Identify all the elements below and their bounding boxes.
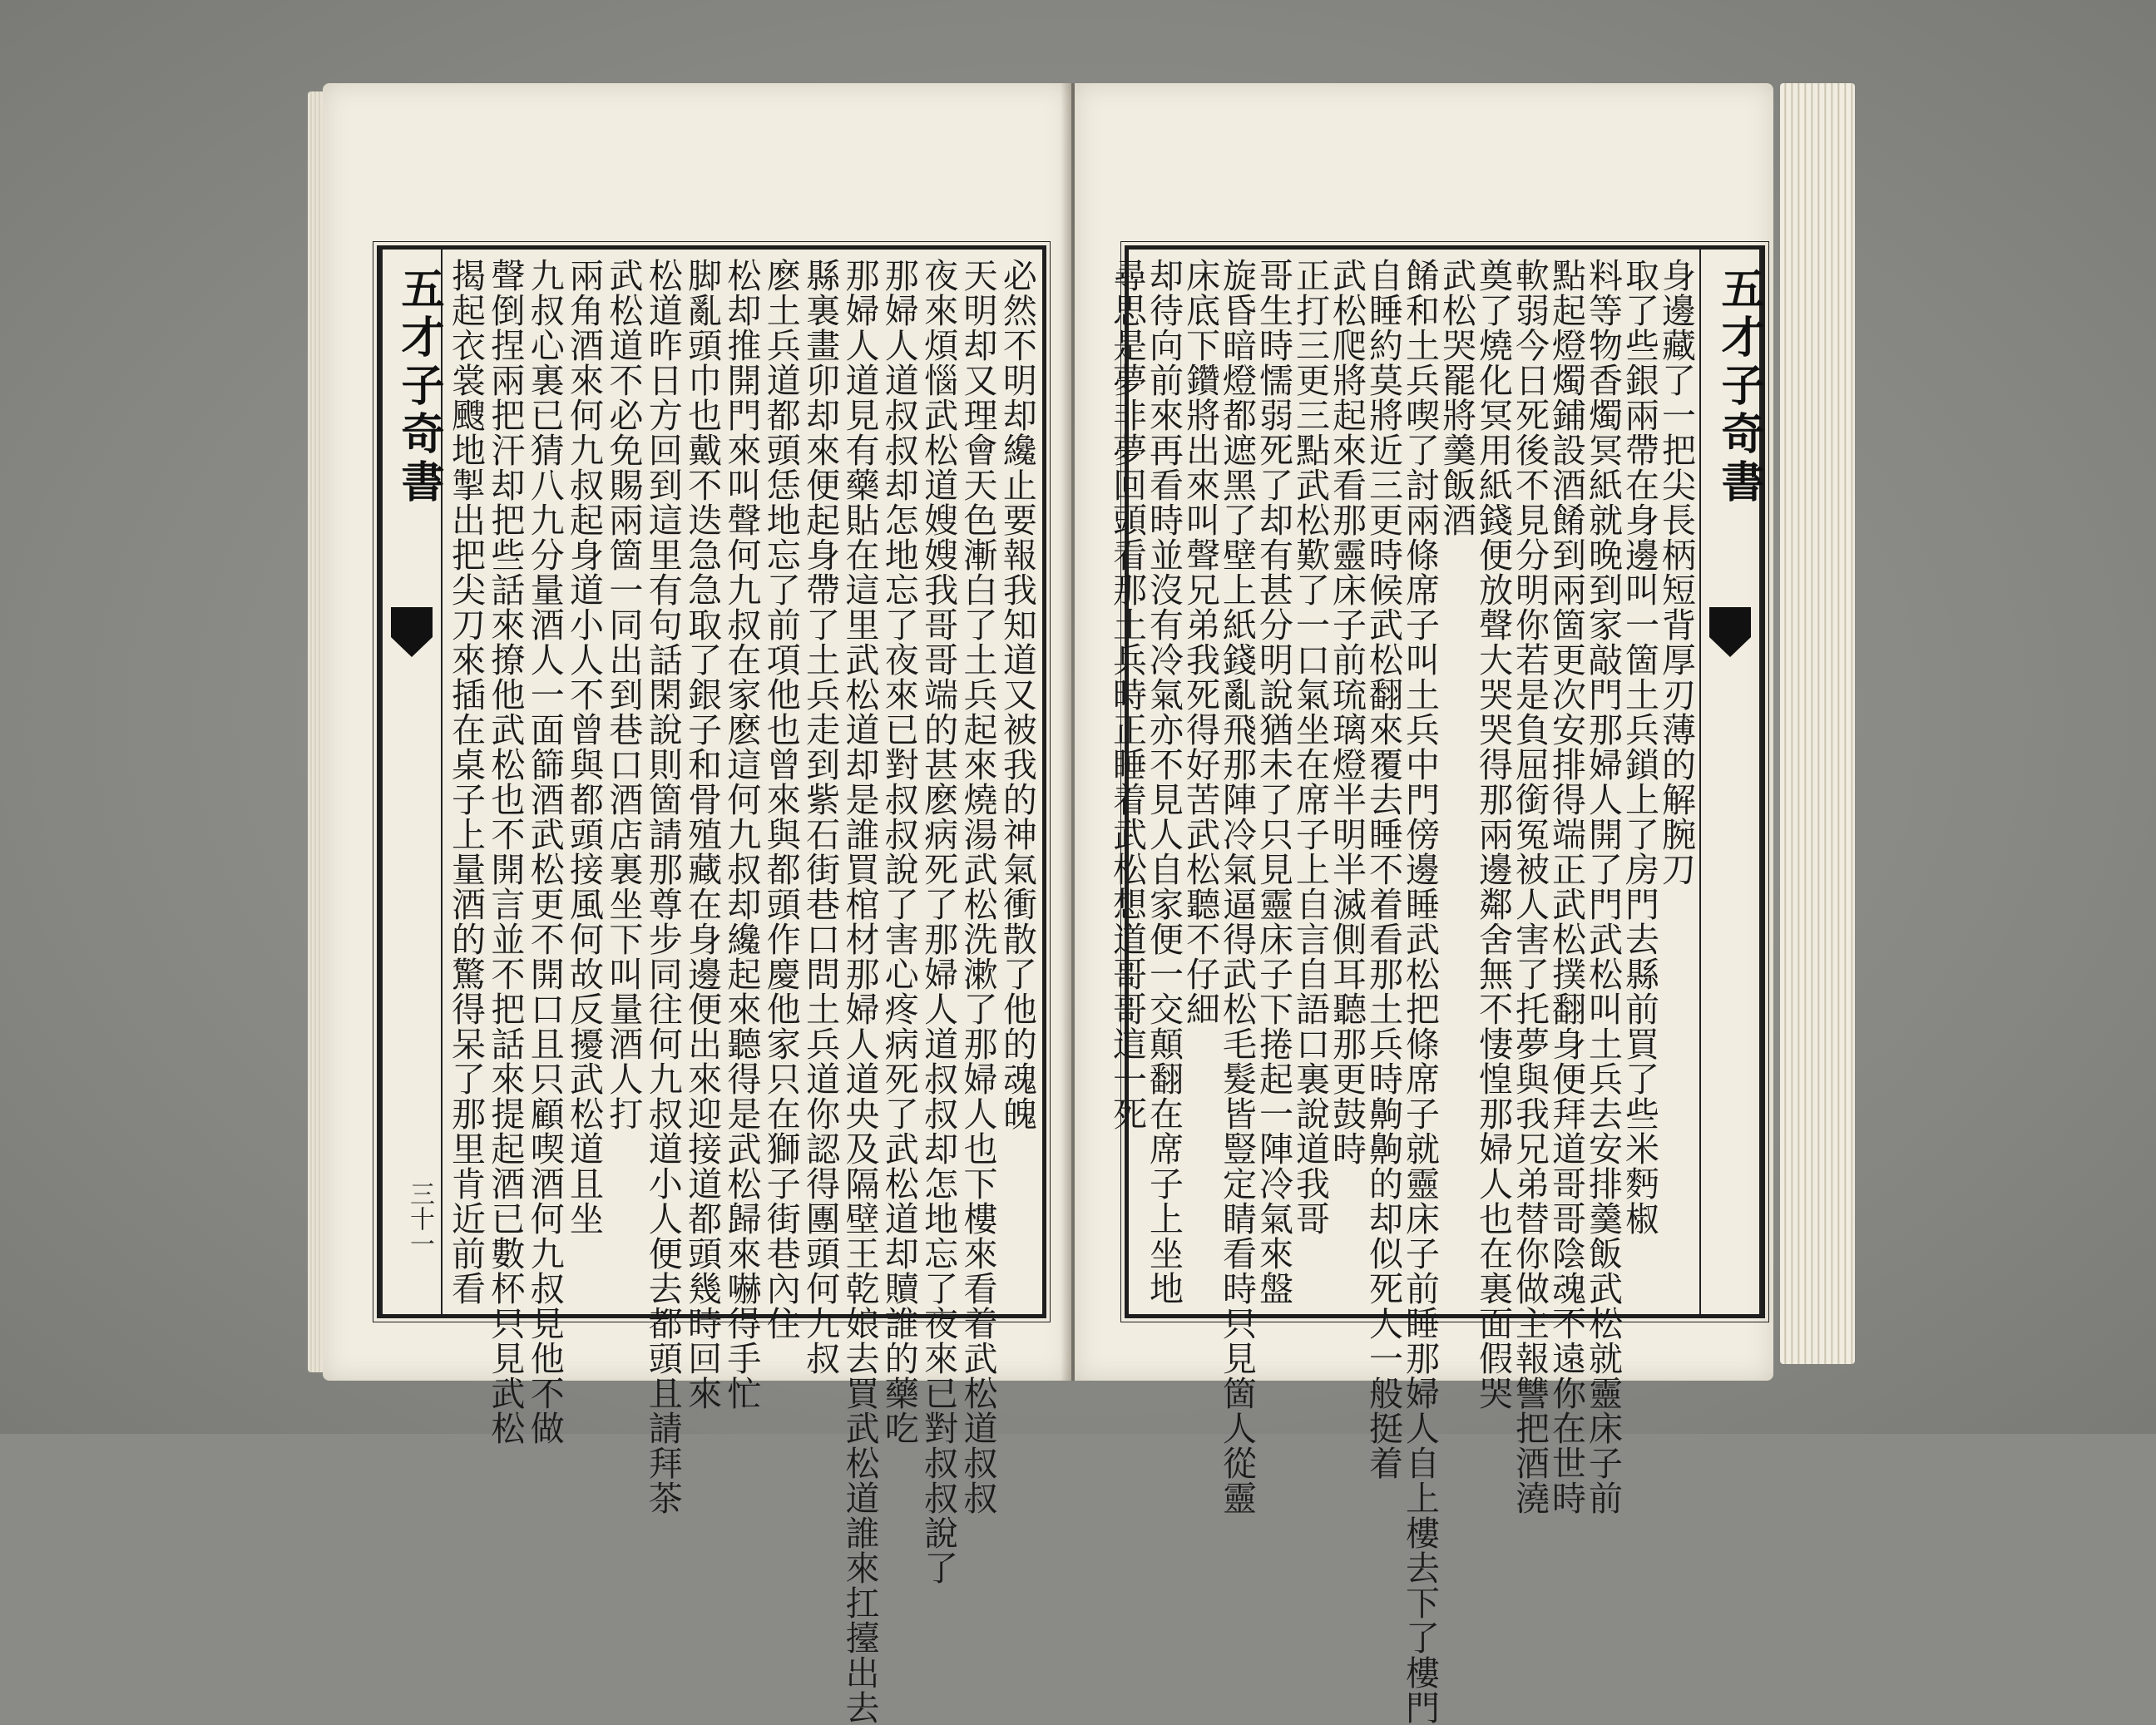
- text-column: 那婦人道叔叔却怎地忘了夜來已對叔叔說了害心疼病死了武松道却贖誰的藥吃: [878, 258, 919, 1446]
- text-column: 身邊藏了一把尖長柄短背厚刃薄的解腕刀: [1656, 258, 1696, 887]
- text-column: 武松爬將起來看那靈床子前琉璃燈半明半滅側耳聽那更鼓時: [1327, 258, 1367, 1166]
- text-column: 松却推開門來叫聲何九叔在家麽這何九叔却纔起來聽得是武松歸來嚇得手忙: [721, 258, 762, 1411]
- text-column: 武松道不必免賜兩箇一同出到巷口酒店裏坐下叫量酒人打: [603, 258, 644, 1131]
- running-title: 五才子奇書: [1713, 266, 1764, 507]
- text-column: 九叔心裏已猜八九分量酒人一面篩酒武松更不開口且只顧喫酒何九叔見他不做: [524, 258, 565, 1446]
- open-book: [308, 58, 1855, 1725]
- text-column: 取了些銀兩帶在身邊叫一箇土兵鎖上了房門去縣前買了些米麪椒: [1619, 258, 1659, 1236]
- text-column: 料等物香燭冥紙就晚到家敲門那婦人開了門武松叫土兵去安排羹飯武松就靈床子前: [1583, 258, 1623, 1515]
- text-column: 奠了燒化冥用紙錢便放聲大哭哭得那兩邊鄰舍無不悽惶那婦人也在裏面假哭: [1473, 258, 1513, 1411]
- text-column: 哥生時懦弱死了却有甚分明說猶未了只見靈床子下捲起一陣冷氣來盤: [1254, 258, 1293, 1306]
- left-page: [323, 83, 1071, 1725]
- text-column: 兩角酒來何九叔起身道小人不曾與都頭接風何故反擾武松道且坐: [564, 258, 605, 1236]
- right-margin-band: [1699, 250, 1764, 1314]
- text-column: 旋昏暗燈都遮黑了壁上紙錢亂飛那陣冷氣逼得武松毛髮皆豎定睛看時只見箇人從靈: [1217, 258, 1257, 1515]
- text-column: 那婦人道見有藥貼在這里武松道却是誰買棺材那婦人道央及隔壁王乾娘去買武松道誰來扛擡出去: [839, 258, 880, 1725]
- right-page: [1075, 83, 1773, 1725]
- text-column: 點起燈燭鋪設酒餚到兩箇更次安排得端正武松撲翻身便拜道哥哥陰魂不遠你在世時: [1546, 258, 1586, 1515]
- text-column: 松道昨日方回到這里有句話閑說則箇請那尊步同往何九叔道小人便去都頭且請拜茶: [642, 258, 683, 1515]
- text-column: 自睡約莫將近三更時候武松翻來覆去睡不着看那土兵時齁齁的却似死人一般挺着: [1363, 258, 1403, 1480]
- text-column: 餚和土兵喫了討兩條席子叫土兵中門傍邊睡武松把條席子就靈床子前睡那婦人自上樓去下了樓門: [1400, 258, 1440, 1725]
- text-column: 聲倒捏兩把汗却把些話來撩他武松也不開言並不把話來提起酒已數杯只見武松: [485, 258, 526, 1446]
- right-text-frame: [1107, 245, 1765, 1725]
- text-column: 縣裏畫卯却來便起身帶了土兵走到紫石街巷口問土兵道你認得團頭何九叔: [800, 258, 841, 1376]
- text-column: 尋思是夢非夢回頭看那土兵時正睡着武松想道哥哥這一死: [1107, 258, 1147, 1131]
- left-text-columns: [381, 250, 1042, 1725]
- text-column: 脚亂頭巾也戴不迭急急取了銀子和骨殖藏在身邊便出來迎接道都頭幾時回來: [682, 258, 723, 1411]
- right-text-columns: [1107, 250, 1761, 1725]
- right-page-edges: [1780, 83, 1855, 1364]
- running-title: 五才子奇書: [393, 266, 444, 507]
- text-column: 天明却又理會天色漸白了土兵起來燒湯武松洗漱了那婦人也下樓來看着武松道叔叔: [957, 258, 998, 1515]
- text-column: 床底下鑽將出來叫聲兄弟我死得好苦武松聽不仔細: [1180, 258, 1220, 1026]
- left-margin-band: [381, 250, 443, 1314]
- text-column: 麽土兵道都頭恁地忘了前項他也曾來與都頭作慶他家只在獅子街巷內住: [760, 258, 801, 1341]
- text-column: 夜來煩惱武松道嫂嫂我哥哥端的甚麽病死了那婦人道叔叔却怎地忘了夜來已對叔叔說了: [918, 258, 959, 1585]
- text-column: 却待向前來再看時並沒有冷氣亦不見人自家便一交顛翻在席子上坐地: [1144, 258, 1184, 1306]
- fish-tail-mark: [1709, 607, 1751, 657]
- left-text-frame: [377, 245, 1046, 1725]
- text-column: 必然不明却纔止要報我知道又被我的神氣衝散了他的魂魄: [996, 258, 1037, 1131]
- fish-tail-mark: [391, 607, 433, 657]
- folio-number: 三十一: [405, 1181, 434, 1256]
- text-column: 揭起衣裳颼地掣出把尖刀來插在桌子上量酒的驚得呆了那里肯近前看: [446, 258, 486, 1306]
- text-column: 軟弱今日死後不見分明你若是負屈銜冤被人害了托夢與我兄弟替你做主報讐把酒澆: [1510, 258, 1550, 1515]
- text-column: 武松哭罷將羹飯酒: [1437, 258, 1476, 537]
- text-column: 正打三更三點武松歎了一口氣坐在席子上自言自語口裏說道我哥: [1290, 258, 1330, 1236]
